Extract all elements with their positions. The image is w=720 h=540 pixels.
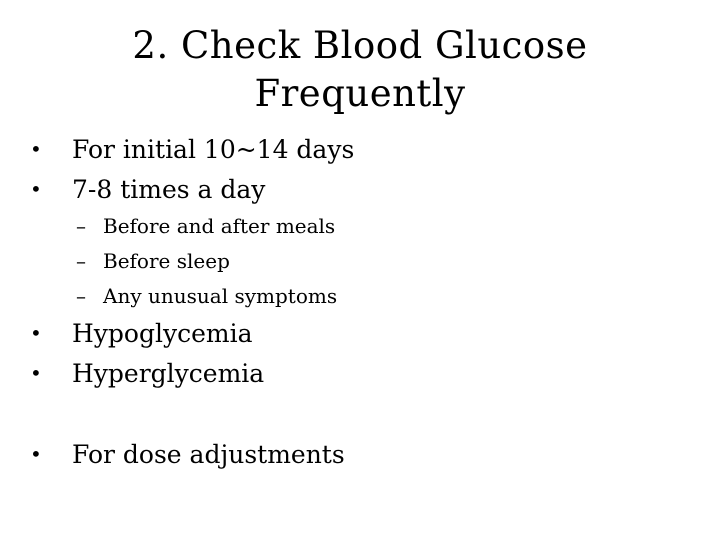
bullet-item-times-a-day [30,174,265,205]
dash-icon: – [76,214,86,238]
bullet-item-initial-days [30,134,354,165]
sub-bullet-item-meals [76,214,335,238]
sub-bullet-text: Before sleep [103,249,230,273]
bullet-text: Hypoglycemia [72,319,253,348]
slide-title-line-1: 2. Check Blood Glucose [132,24,588,67]
bullet-text: For initial 10~14 days [72,135,355,164]
slide-title [0,22,720,118]
dash-icon: – [76,284,86,308]
bullet-icon: • [30,137,42,161]
bullet-icon: • [30,177,42,201]
bullet-item-dose-adjustments [30,439,345,470]
bullet-item-hypoglycemia [30,318,253,349]
bullet-icon: • [30,321,42,345]
sub-bullet-item-symptoms [76,284,337,308]
sub-bullet-item-sleep [76,249,230,273]
bullet-icon: • [30,442,42,466]
dash-icon: – [76,249,86,273]
bullet-text: Hyperglycemia [72,359,265,388]
bullet-text: 7-8 times a day [72,175,266,204]
sub-bullet-text: Any unusual symptoms [103,284,338,308]
bullet-item-hyperglycemia [30,358,264,389]
bullet-text: For dose adjustments [72,440,345,469]
bullet-icon: • [30,361,42,385]
slide-title-line-2: Frequently [254,72,466,115]
sub-bullet-text: Before and after meals [103,214,336,238]
